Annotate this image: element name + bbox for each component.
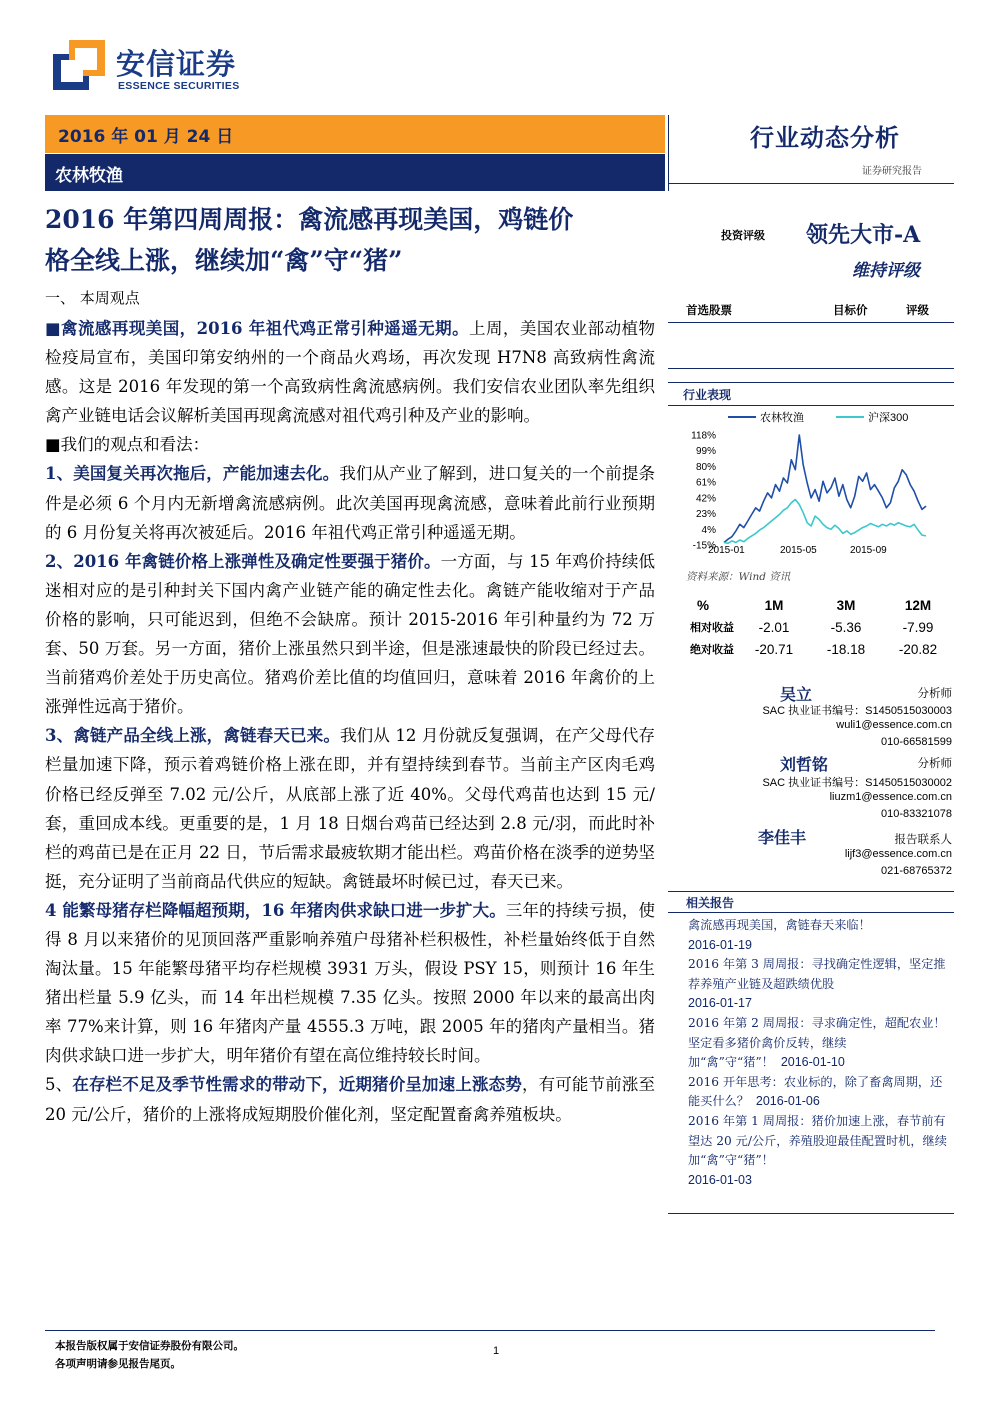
analyst-phone: 010-66581599 — [881, 736, 952, 748]
analyst-name: 刘哲铭 — [780, 755, 829, 774]
logo-text: 安信证券 — [116, 47, 237, 81]
body-text — [45, 314, 655, 1129]
related-item[interactable]: 2016 年第 1 周周报：猪价加速上涨，春节前有望达 20 元/公斤，养殖股迎最佳配置时机，继续加“禽”守“猪”！ 2016-01-03 — [688, 1113, 947, 1187]
chart-source: 资料来源：Wind 资讯 — [686, 571, 791, 583]
table-cell: -18.18 — [826, 641, 866, 657]
sector-bar — [45, 154, 665, 191]
paragraph: 5、在存栏不足及季节性需求的带动下，近期猪价呈加速上涨态势，有可能节前涨至 20 元/公斤，猪价的上涨将成短期股价催化剂，坚定配置畜禽养殖板块。 — [45, 1075, 656, 1124]
y-tick-label: 23% — [695, 509, 716, 521]
report-type: 行业动态分析 — [750, 123, 900, 152]
y-tick-label: 4% — [701, 524, 716, 536]
y-tick-label: 61% — [695, 477, 716, 489]
legend-label: 农林牧渔 — [760, 412, 804, 424]
analyst-email: liuzm1@essence.com.cn — [829, 791, 952, 803]
paragraph: 2、2016 年禽链价格上涨弹性及确定性要强于猪价。一方面，与 15 年鸡价持续低迷相对应的是引种封关下国内禽产业链产能的确定性去化。禽链产能收缩对于产品价格的影响，只可能迟到，但绝不会缺席。预计 2015-2016 年引种量约为 72 万套、50 万套。另一方面，猪价上涨虽然只到半途，但是涨速最快的阶段已经过去。当前猪鸡价差处于历史高位。猪鸡价差比值的均值回归，意味着 2016 年禽价的上涨弹性远高于猪价。 — [45, 551, 655, 717]
row-label: 绝对收益 — [690, 643, 734, 656]
related-header — [668, 891, 954, 913]
stocks-header — [668, 301, 954, 323]
y-tick-label: 80% — [695, 461, 716, 473]
x-tick-label: 2015-05 — [780, 545, 817, 556]
divider — [668, 368, 954, 369]
y-tick-label: -15% — [692, 540, 716, 552]
related-item[interactable]: 2016 年第 3 周周报：寻找确定性逻辑，坚定推荐养殖产业链及超跌绩优股 2016-01-17 — [688, 957, 946, 1011]
x-tick-label: 2015-09 — [850, 545, 887, 556]
section-heading: 一、 本周观点 — [45, 289, 140, 307]
table-header: 12M — [904, 597, 932, 613]
table-header: % — [696, 597, 709, 613]
report-title — [45, 199, 660, 281]
sector-label: 农林牧渔 — [55, 166, 123, 186]
footer-divider — [45, 1330, 935, 1331]
analyst-name: 李佳丰 — [758, 828, 807, 847]
divider — [668, 183, 954, 184]
row-label: 相对收益 — [690, 621, 734, 634]
paragraph: 4 能繁母猪存栏降幅超预期，16 年猪肉供求缺口进一步扩大。三年的持续亏损，使得 8 月以来猪价的见顶回落严重影响养殖户母猪补栏积极性，补栏量始终低于自然淘汰量。15 年能繁母猪平均存栏规模 3931 万头，假设 PSY 15，则预计 16 年生猪出栏量 5.9 亿头，而 14 年出栏规模 7.35 亿头。按照 2000 年以来的最高出肉率 77%来计算，则 16 年猪肉产量 4555.3 万吨，跟 2005 年的猪肉产量相当。猪肉供求缺口进一步扩大，明年猪价有望在高位维持较长时间。 — [45, 900, 655, 1066]
footer-copyright: 本报告版权属于安信证券股份有限公司。 — [55, 1340, 244, 1352]
divider — [668, 1213, 954, 1214]
table-cell: -20.71 — [754, 641, 794, 657]
table-row — [668, 616, 954, 638]
analyst-name: 吴立 — [780, 685, 813, 704]
table-row — [668, 638, 954, 660]
related-item[interactable]: 2016 开年思考：农业标的，除了畜禽周期，还能买什么？ 2016-01-06 — [688, 1074, 943, 1109]
analyst-role: 分析师 — [917, 756, 952, 770]
page-number: 1 — [493, 1345, 500, 1357]
performance-title: 行业表现 — [683, 388, 732, 402]
footer-disclaimer: 各项声明请参见报告尾页。 — [55, 1358, 181, 1370]
y-tick-label: 118% — [691, 430, 716, 442]
logo-icon — [53, 40, 105, 90]
title-line-2: 格全线上涨，继续加“禽”守“猪” — [45, 246, 403, 275]
analyst-role: 报告联系人 — [894, 832, 952, 846]
analyst-cert: SAC 执业证书编号：S1450515030003 — [762, 705, 952, 717]
related-title: 相关报告 — [686, 896, 735, 910]
performance-table — [668, 594, 954, 660]
x-tick-label: 2015-01 — [708, 545, 745, 556]
table-cell: -7.99 — [902, 619, 934, 635]
analyst-phone: 010-83321078 — [881, 808, 952, 820]
analyst-phone: 021-68765372 — [881, 865, 952, 877]
logo-english: ESSENCE SECURITIES — [118, 80, 240, 92]
report-subtype: 证券研究报告 — [862, 166, 922, 177]
analyst-role: 分析师 — [917, 686, 952, 700]
table-cell: -20.82 — [898, 641, 938, 657]
rating-value: 领先大市-A — [806, 222, 921, 248]
rating-col: 评级 — [906, 303, 929, 317]
paragraph: ■我们的观点和看法： — [45, 435, 210, 455]
y-tick-label: 99% — [695, 446, 716, 458]
table-cell: -2.01 — [758, 619, 790, 635]
stocks-col: 首选股票 — [686, 303, 732, 317]
y-tick-label: 42% — [695, 493, 716, 505]
performance-header — [668, 382, 954, 406]
table-header-row — [668, 594, 954, 616]
target-col: 目标价 — [833, 303, 868, 317]
table-cell: -5.36 — [830, 619, 862, 635]
paragraph: ■禽流感再现美国，2016 年祖代鸡正常引种遥遥无期。上周，美国农业部动植物检疫局宣布，美国印第安纳州的一个商品火鸡场，再次发现 H7N8 高致病性禽流感。这是 2016 年发现的第一个高致病性禽流感病例。我们安信农业团队率先组织禽产业链电话会议解析美国再现禽流感对祖代鸡引种及产业的影响。 — [45, 319, 655, 426]
paragraph: 1、美国复关再次拖后，产能加速去化。我们从产业了解到，进口复关的一个前提条件是必须 6 个月内无新增禽流感病例。此次美国再现禽流感，意味着此前行业预期的 6 月份复关将再次被延后。2016 年祖代鸡正常引种遥遥无期。 — [45, 464, 656, 542]
analyst-email: wuli1@essence.com.cn — [836, 719, 952, 731]
table-header: 3M — [836, 597, 856, 613]
rating-label: 投资评级 — [721, 229, 765, 242]
performance-chart — [668, 407, 954, 567]
series-line-csi300 — [724, 500, 926, 544]
related-list — [688, 916, 953, 1190]
report-date: 2016 年 01 月 24 日 — [58, 127, 234, 147]
rating-maintain: 维持评级 — [852, 261, 920, 281]
legend-label: 沪深300 — [868, 412, 909, 424]
paragraph: 3、禽链产品全线上涨，禽链春天已来。我们从 12 月份就反复强调，在产父母代存栏量加速下降，预示着鸡链价格上涨在即，并有望持续到春节。当前主产区肉毛鸡价格已经反弹至 7.02 元/公斤，从底部上涨了近 40%。父母代鸡苗也达到 15 元/套，重回成本线。更重要的是，1 月 18 日烟台鸡苗已经达到 2.8 元/羽，而此时补栏的鸡苗已是在正月 22 日，节后需求最疲软期才能出栏。鸡苗价格在淡季的逆势坚挺，充分证明了当前商品代供应的短缺。禽链最坏时候已过，春天已来。 — [45, 726, 655, 891]
analyst-email: lijf3@essence.com.cn — [844, 848, 952, 860]
table-header: 1M — [764, 597, 784, 613]
related-item[interactable]: 2016 年第 2 周周报：寻求确定性，超配农业！坚定看多猪价禽价反转，继续加“禽”守“猪”！ 2016-01-10 — [688, 1015, 946, 1070]
analyst-cert: SAC 执业证书编号：S1450515030002 — [762, 777, 952, 789]
title-line-1: 2016 年第四周周报：禽流感再现美国，鸡链价 — [45, 205, 574, 234]
related-item[interactable]: 禽流感再现美国，禽链春天来临！ 2016-01-19 — [688, 918, 871, 952]
divider — [668, 115, 669, 191]
